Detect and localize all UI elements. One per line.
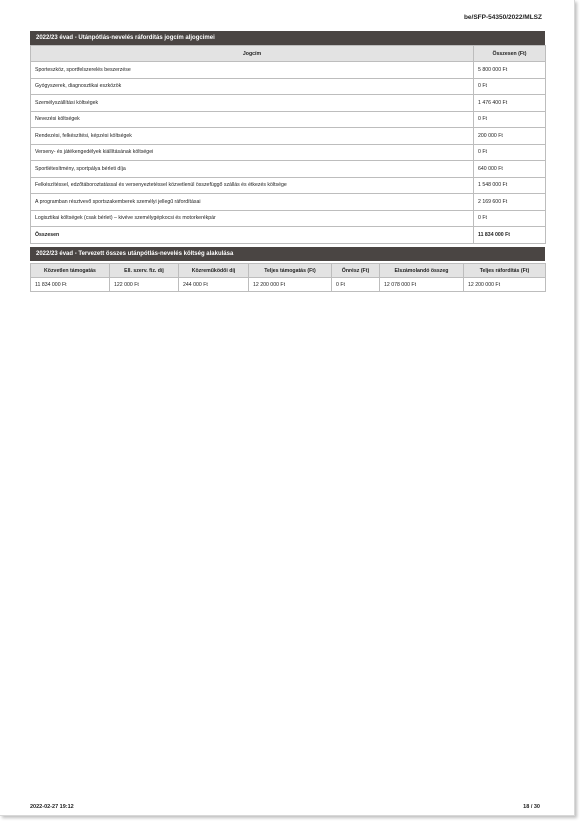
table-cell: 12 200 000 Ft bbox=[249, 278, 332, 292]
table-row bbox=[31, 210, 546, 227]
expense-items-table bbox=[30, 45, 546, 244]
amount-cell: 5 800 000 Ft bbox=[474, 62, 546, 79]
amount-cell: 1 548 000 Ft bbox=[474, 177, 546, 194]
column-header: Közvetlen támogatás bbox=[31, 264, 110, 278]
jogcim-cell: Sporteszköz, sportfelszerelés beszerzése bbox=[31, 62, 474, 79]
total-label: Összesen bbox=[31, 227, 474, 244]
table-row bbox=[31, 95, 546, 112]
table-header-row bbox=[31, 46, 546, 62]
table-row bbox=[31, 111, 546, 128]
amount-cell: 2 169 600 Ft bbox=[474, 194, 546, 211]
column-header: Teljes támogatás (Ft) bbox=[249, 264, 332, 278]
column-header-osszesen: Összesen (Ft) bbox=[474, 46, 546, 62]
jogcim-cell: Nevezési költségek bbox=[31, 111, 474, 128]
jogcim-cell: Gyógyszerek, diagnosztikai eszközök bbox=[31, 78, 474, 95]
jogcim-cell: A programban résztvevő sportszakemberek személyi jellegű ráfordításai bbox=[31, 194, 474, 211]
column-header: Teljes ráfordítás (Ft) bbox=[464, 264, 546, 278]
table-body bbox=[31, 62, 546, 244]
cost-summary-table bbox=[30, 263, 546, 292]
column-header: Közreműködői díj bbox=[179, 264, 249, 278]
table-cell: 122 000 Ft bbox=[110, 278, 179, 292]
table-row bbox=[31, 128, 546, 145]
document-id: be/SFP-54350/2022/MLSZ bbox=[463, 14, 542, 21]
table-row bbox=[31, 194, 546, 211]
table-row bbox=[31, 278, 546, 292]
page-number: 18 / 30 bbox=[523, 804, 540, 810]
table-cell: 0 Ft bbox=[332, 278, 380, 292]
amount-cell: 0 Ft bbox=[474, 78, 546, 95]
table-row bbox=[31, 78, 546, 95]
jogcim-cell: Rendezési, felkészítési, képzési költségek bbox=[31, 128, 474, 145]
jogcim-cell: Verseny- és játékengedélyek kiállításának költségei bbox=[31, 144, 474, 161]
table-cell: 244 000 Ft bbox=[179, 278, 249, 292]
table-row bbox=[31, 161, 546, 178]
jogcim-cell: Személyszállítási költségek bbox=[31, 95, 474, 112]
column-header-jogcim: Jogcím bbox=[31, 46, 474, 62]
amount-cell: 640 000 Ft bbox=[474, 161, 546, 178]
amount-cell: 0 Ft bbox=[474, 111, 546, 128]
total-row bbox=[31, 227, 546, 244]
jogcim-cell: Sportlétesítmény, sportpálya bérleti díja bbox=[31, 161, 474, 178]
table-header-row bbox=[31, 264, 546, 278]
amount-cell: 0 Ft bbox=[474, 144, 546, 161]
amount-cell: 1 476 400 Ft bbox=[474, 95, 546, 112]
total-value: 11 834 000 Ft bbox=[474, 227, 546, 244]
jogcim-cell: Felkészítéssel, edzőtáboroztatással és versenyeztetéssel közvetlenül összefüggő szállás és étkezés költsége bbox=[31, 177, 474, 194]
column-header: Önrész (Ft) bbox=[332, 264, 380, 278]
table-cell: 12 200 000 Ft bbox=[464, 278, 546, 292]
table-cell: 11 834 000 Ft bbox=[31, 278, 110, 292]
section2-title: 2022/23 évad - Tervezett összes utánpótlás-nevelés költség alakulása bbox=[30, 247, 545, 261]
table-row bbox=[31, 177, 546, 194]
table-cell: 12 078 000 Ft bbox=[380, 278, 464, 292]
column-header: Ell. szerv. fiz. díj bbox=[110, 264, 179, 278]
footer-timestamp: 2022-02-27 19:12 bbox=[30, 804, 74, 810]
section1-title: 2022/23 évad - Utánpótlás-nevelés ráfordítás jogcím aljogcimei bbox=[30, 31, 545, 45]
amount-cell: 0 Ft bbox=[474, 210, 546, 227]
amount-cell: 200 000 Ft bbox=[474, 128, 546, 145]
table-row bbox=[31, 62, 546, 79]
column-header: Elszámolandó összeg bbox=[380, 264, 464, 278]
jogcim-cell: Logisztikai költségek (csak bérlet) – kivéve személygépkocsi és motorkerékpár bbox=[31, 210, 474, 227]
table-row bbox=[31, 144, 546, 161]
